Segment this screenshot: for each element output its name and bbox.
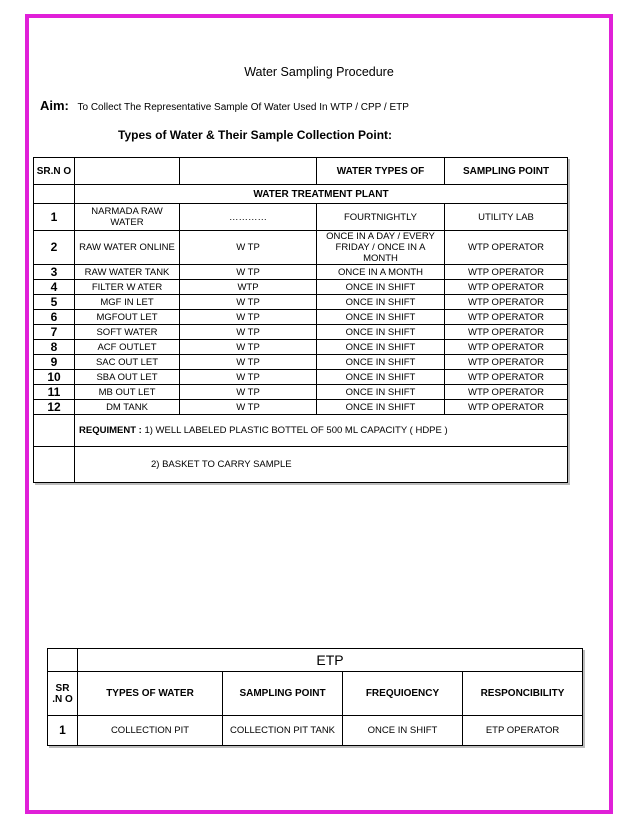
row-location: W TP (180, 400, 317, 415)
requirement-empty-2 (34, 447, 75, 483)
header-sampling-point: SAMPLING POINT (445, 158, 568, 185)
row-sr: 8 (34, 340, 75, 355)
row-water: FILTER W ATER (75, 280, 180, 295)
row-frequency: ONCE IN SHIFT (317, 385, 445, 400)
row-frequency: ONCE IN SHIFT (317, 400, 445, 415)
etp-header-types-of-water: TYPES OF WATER (78, 672, 223, 716)
table-row (34, 295, 568, 310)
requirement-text-1 (75, 415, 568, 447)
row-sr: 5 (34, 295, 75, 310)
requirement-empty-1 (34, 415, 75, 447)
table-row (34, 310, 568, 325)
etp-header-sr: SR .N O (48, 672, 78, 716)
row-sr: 10 (34, 370, 75, 385)
row-water: MGFOUT LET (75, 310, 180, 325)
row-sr: 7 (34, 325, 75, 340)
row-location: W TP (180, 385, 317, 400)
row-location: W TP (180, 325, 317, 340)
requirement-item-1: 1) WELL LABELED PLASTIC BOTTEL OF 500 ML CAPACITY ( HDPE ) (141, 425, 448, 436)
row-sampling-point: WTP OPERATOR (445, 355, 568, 370)
row-location: W TP (180, 370, 317, 385)
row-location: ………… (180, 204, 317, 231)
row-sampling-point: WTP OPERATOR (445, 325, 568, 340)
wtp-sampling-table (33, 157, 568, 483)
row-frequency: ONCE IN SHIFT (317, 325, 445, 340)
row-sr: 12 (34, 400, 75, 415)
row-frequency: ONCE IN SHIFT (317, 355, 445, 370)
row-sampling-point: WTP OPERATOR (445, 340, 568, 355)
row-frequency: FOURTNIGHTLY (317, 204, 445, 231)
table-row (34, 355, 568, 370)
etp-header-sampling-point: SAMPLING POINT (223, 672, 343, 716)
etp-sampling-table (47, 648, 583, 746)
row-sampling-point: WTP OPERATOR (445, 310, 568, 325)
row-frequency: ONCE IN SHIFT (317, 370, 445, 385)
section-title: WATER TREATMENT PLANT (75, 185, 568, 204)
wtp-section-row (34, 185, 568, 204)
requirement-row-1 (34, 415, 568, 447)
etp-header-responsibility: RESPONCIBILITY (463, 672, 583, 716)
requirement-item-2: 2) BASKET TO CARRY SAMPLE (75, 447, 568, 483)
table-row (34, 325, 568, 340)
section-subtitle: Types of Water & Their Sample Collection Point: (118, 128, 393, 142)
table-row (34, 231, 568, 265)
etp-title-empty (48, 649, 78, 672)
header-empty-1 (75, 158, 180, 185)
etp-row-sr: 1 (48, 716, 78, 746)
row-location: W TP (180, 265, 317, 280)
row-sampling-point: WTP OPERATOR (445, 280, 568, 295)
row-water: MB OUT LET (75, 385, 180, 400)
wtp-header-row (34, 158, 568, 185)
etp-row-responsibility: ETP OPERATOR (463, 716, 583, 746)
row-location: W TP (180, 355, 317, 370)
row-water: DM TANK (75, 400, 180, 415)
header-empty-2 (180, 158, 317, 185)
table-row (34, 400, 568, 415)
row-location: W TP (180, 340, 317, 355)
row-sr: 6 (34, 310, 75, 325)
row-sr: 4 (34, 280, 75, 295)
row-sr: 3 (34, 265, 75, 280)
row-frequency: ONCE IN A MONTH (317, 265, 445, 280)
row-location: W TP (180, 295, 317, 310)
row-water: RAW WATER ONLINE (75, 231, 180, 265)
row-location: W TP (180, 310, 317, 325)
row-frequency: ONCE IN SHIFT (317, 310, 445, 325)
row-sampling-point: WTP OPERATOR (445, 400, 568, 415)
etp-title: ETP (78, 649, 583, 672)
header-sr: SR.N O (34, 158, 75, 185)
row-water: RAW WATER TANK (75, 265, 180, 280)
row-frequency: ONCE IN SHIFT (317, 295, 445, 310)
row-frequency: ONCE IN SHIFT (317, 340, 445, 355)
row-location: W TP (180, 231, 317, 265)
etp-header-row (48, 672, 583, 716)
row-water: SAC OUT LET (75, 355, 180, 370)
table-row (48, 716, 583, 746)
requirement-label: REQUIMENT : (79, 425, 142, 436)
document-title: Water Sampling Procedure (244, 65, 394, 79)
row-water: NARMADA RAW WATER (75, 204, 180, 231)
section-empty (34, 185, 75, 204)
row-water: SOFT WATER (75, 325, 180, 340)
table-row (34, 385, 568, 400)
etp-row-sampling-point: COLLECTION PIT TANK (223, 716, 343, 746)
row-sampling-point: WTP OPERATOR (445, 265, 568, 280)
row-sampling-point: WTP OPERATOR (445, 370, 568, 385)
row-sr: 11 (34, 385, 75, 400)
row-sampling-point: WTP OPERATOR (445, 385, 568, 400)
etp-header-frequency: FREQUIOENCY (343, 672, 463, 716)
row-sr: 1 (34, 204, 75, 231)
row-sampling-point: WTP OPERATOR (445, 295, 568, 310)
row-water: MGF IN LET (75, 295, 180, 310)
aim-line (40, 98, 409, 113)
table-row (34, 280, 568, 295)
row-sr: 2 (34, 231, 75, 265)
row-frequency: ONCE IN SHIFT (317, 280, 445, 295)
row-water: SBA OUT LET (75, 370, 180, 385)
requirement-row-2 (34, 447, 568, 483)
table-row (34, 340, 568, 355)
header-water-types: WATER TYPES OF (317, 158, 445, 185)
row-sampling-point: UTILITY LAB (445, 204, 568, 231)
row-water: ACF OUTLET (75, 340, 180, 355)
etp-row-frequency: ONCE IN SHIFT (343, 716, 463, 746)
aim-text: To Collect The Representative Sample Of Water Used In WTP / CPP / ETP (77, 102, 409, 113)
table-row (34, 370, 568, 385)
table-row (34, 204, 568, 231)
row-sr: 9 (34, 355, 75, 370)
etp-title-row (48, 649, 583, 672)
row-sampling-point: WTP OPERATOR (445, 231, 568, 265)
table-row (34, 265, 568, 280)
row-location: WTP (180, 280, 317, 295)
row-frequency: ONCE IN A DAY / EVERY FRIDAY / ONCE IN A MONTH (317, 231, 445, 265)
etp-row-types-of-water: COLLECTION PIT (78, 716, 223, 746)
aim-label: Aim: (40, 98, 69, 113)
